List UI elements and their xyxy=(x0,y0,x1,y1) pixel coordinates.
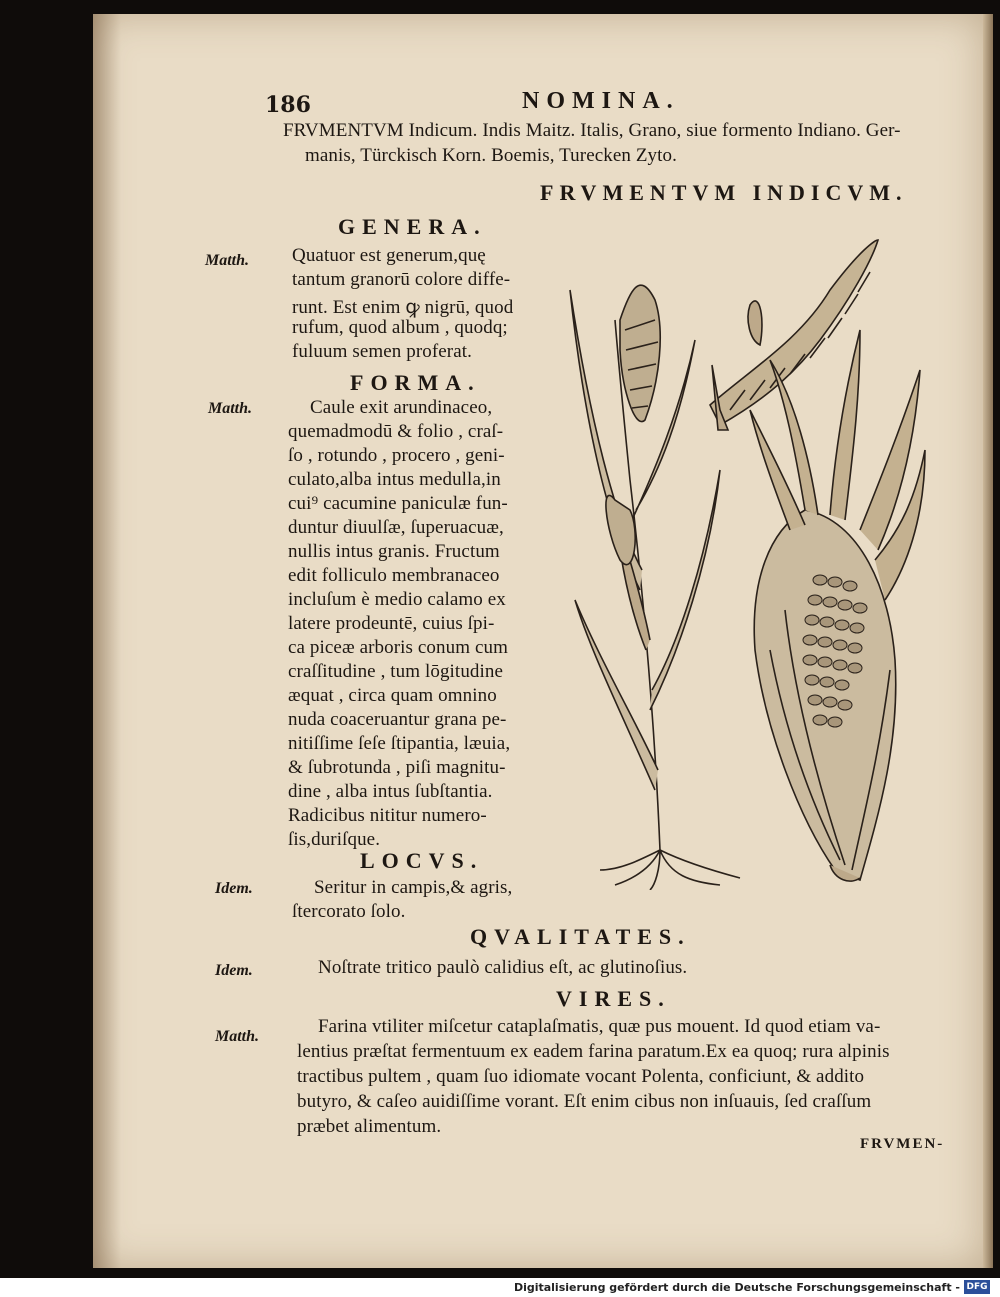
qualitates-line: Noſtrate tritico paulò calidius eſt, ac glutinoſius. xyxy=(318,957,688,978)
locus-line: Seritur in campis,& agris, xyxy=(314,877,513,898)
forma-line: nitiſſime ſeſe ſtipantia, læuia, xyxy=(288,733,511,754)
forma-line: nullis intus granis. Fructum xyxy=(288,541,500,562)
catchword: FRVMEN- xyxy=(860,1136,945,1152)
vires-line: tractibus pultem , quam ſuo idiomate vocant Polenta, conficiunt, & addito xyxy=(297,1066,865,1087)
locus-margin-note: Idem. xyxy=(215,880,253,897)
forma-line: culato,alba intus medulla,in xyxy=(288,469,501,490)
vires-line: butyro, & caſeo auidiſſime vorant. Eſt enim cibus non inſuauis, ſed craſſum xyxy=(297,1091,872,1112)
forma-line: Caule exit arundinaceo, xyxy=(310,397,493,418)
forma-line: ſo , rotundo , procero , geni- xyxy=(288,445,505,466)
forma-line: æquat , circa quam omnino xyxy=(288,685,497,706)
locus-line: ſtercorato ſolo. xyxy=(292,901,406,922)
genera-margin-note: Matth. xyxy=(205,252,250,269)
vires-heading: VIRES. xyxy=(556,986,671,1011)
forma-line: latere prodeuntē, cuius ſpi- xyxy=(288,613,495,634)
locus-heading: LOCVS. xyxy=(360,848,484,873)
nomina-line-1: FRVMENTVM Indicum. Indis Maitz. Italis, Grano, siue formento Indiano. Ger- xyxy=(283,120,901,141)
forma-line: craſſitudine , tum lōgitudine xyxy=(288,661,504,682)
forma-line: dine , alba intus ſubſtantia. xyxy=(288,781,493,802)
genera-line: Quatuor est generum,quę xyxy=(292,245,486,266)
forma-line: ca piceæ arboris conum cum xyxy=(288,637,508,658)
forma-line: incluſum è medio calamo ex xyxy=(288,589,506,610)
forma-line: Radicibus nititur numero- xyxy=(288,805,487,826)
vires-line: præbet alimentum. xyxy=(297,1116,442,1137)
maize-woodcut-illustration xyxy=(560,230,940,890)
vires-margin-note: Matth. xyxy=(215,1028,260,1045)
dfg-logo: DFG xyxy=(964,1280,990,1294)
vires-line: lentius præſtat fermentuum ex eadem farina paratum.Ex ea quoq; rura alpinis xyxy=(297,1041,890,1062)
forma-heading: FORMA. xyxy=(350,370,481,395)
qualitates-heading: QVALITATES. xyxy=(470,924,691,949)
page-edge xyxy=(983,14,993,1268)
forma-line: quemadmodū & folio , craſ- xyxy=(288,421,504,442)
genera-line: tantum granorū colore diffe- xyxy=(292,269,511,290)
figure-caption: FRVMENTVM INDICVM. xyxy=(540,180,908,205)
digitization-credit: Digitalisierung gefördert durch die Deutsche Forschungsgemeinschaft - xyxy=(513,1281,960,1294)
genera-line: runt. Est enim ꝙ nigrū, quod xyxy=(292,297,514,318)
page-number: 186 xyxy=(265,92,311,118)
vires-line: Farina vtiliter miſcetur cataplaſmatis, quæ pus mouent. Id quod etiam va- xyxy=(318,1016,881,1037)
genera-heading: GENERA. xyxy=(338,214,487,239)
running-head: NOMINA. xyxy=(522,88,680,114)
forma-line: ſis,duriſque. xyxy=(288,829,381,850)
forma-line: nuda coaceruantur grana pe- xyxy=(288,709,507,730)
genera-line: rufum, quod album , quodq; xyxy=(292,317,508,338)
genera-line: fuluum semen proferat. xyxy=(292,341,473,362)
gutter-shadow xyxy=(93,14,121,1268)
forma-line: & ſubrotunda , piſi magnitu- xyxy=(288,757,506,778)
qualitates-margin-note: Idem. xyxy=(215,962,253,979)
forma-margin-note: Matth. xyxy=(208,400,253,417)
forma-line: edit folliculo membranaceo xyxy=(288,565,500,586)
nomina-line-2: manis, Türckisch Korn. Boemis, Turecken Zyto. xyxy=(305,145,677,166)
forma-line: duntur diuulſæ, ſuperuacuæ, xyxy=(288,517,504,538)
forma-line: cui⁹ cacumine paniculæ fun- xyxy=(288,493,508,514)
